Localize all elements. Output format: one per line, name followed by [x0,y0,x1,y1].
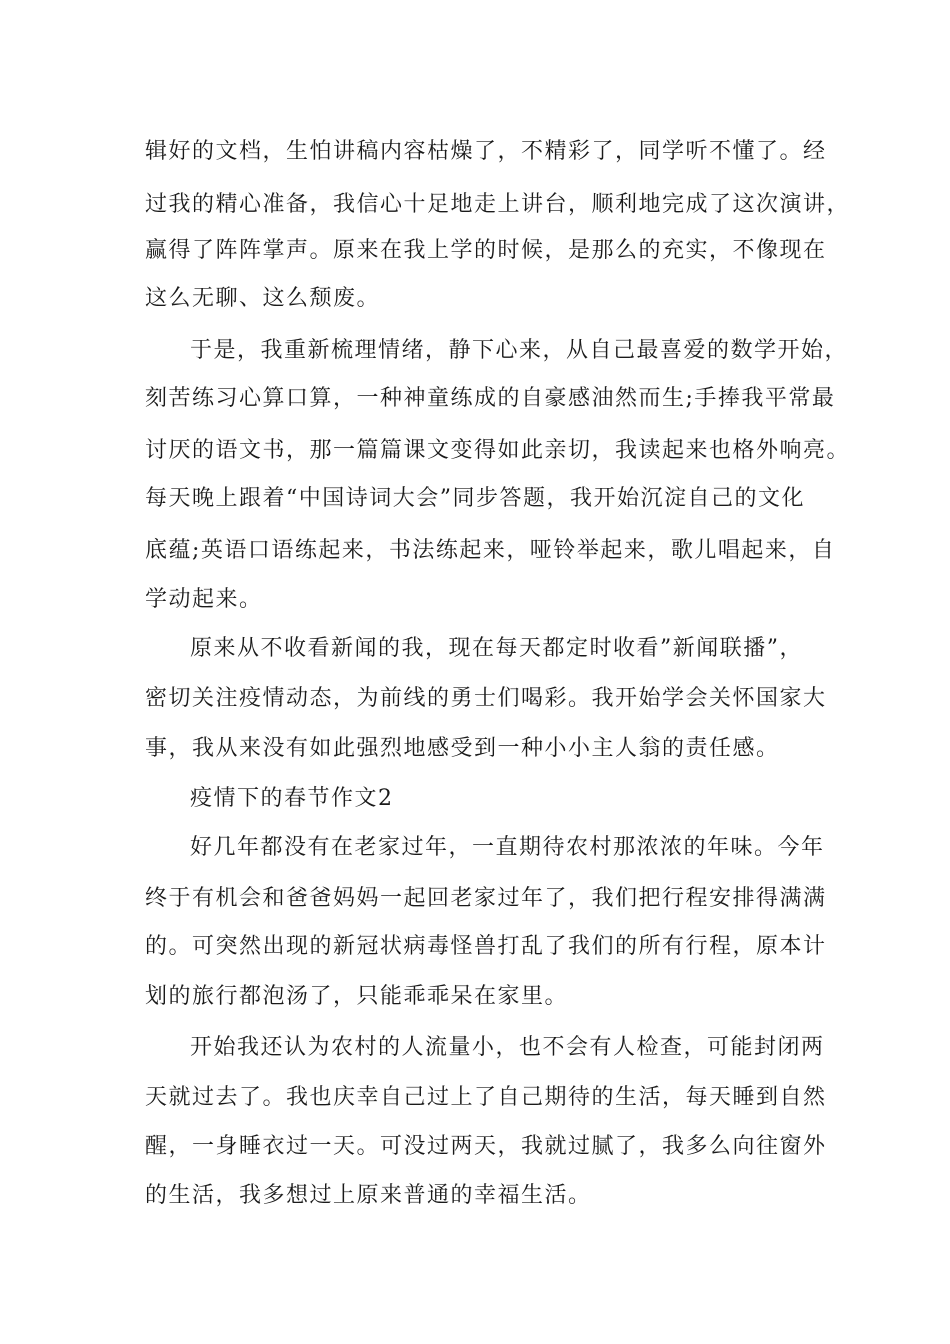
paragraph-start-line: 开始我还认为农村的人流量小，也不会有人检查，可能封闭两 [190,1035,825,1060]
text-line: 底蕴;英语口语练起来，书法练起来，哑铃举起来，歌儿唱起来，自 [145,538,836,563]
paragraph-start-line: 于是，我重新梳理情绪，静下心来，从自己最喜爱的数学开始， [190,338,849,363]
text-line: 的。可突然出现的新冠状病毒怪兽打乱了我们的所有行程，原本计 [145,934,827,959]
text-line: 事，我从来没有如此强烈地感受到一种小小主人翁的责任感。 [145,736,780,761]
text-line: 每天晚上跟着“中国诗词大会”同步答题，我开始沉淀自己的文化 [145,486,805,511]
text-line: 辑好的文档，生怕讲稿内容枯燥了，不精彩了，同学听不懂了。经 [145,139,827,164]
text-line: 密切关注疫情动态，为前线的勇士们喝彩。我开始学会关怀国家大 [145,686,827,711]
text-line: 的生活，我多想过上原来普通的幸福生活。 [145,1183,592,1208]
text-line: 讨厌的语文书，那一篇篇课文变得如此亲切，我读起来也格外响亮。 [145,438,851,463]
text-line: 划的旅行都泡汤了，只能乖乖呆在家里。 [145,984,569,1009]
text-line: 这么无聊、这么颓废。 [145,286,381,311]
paragraph-start-line: 好几年都没有在老家过年，一直期待农村那浓浓的年味。今年 [190,835,825,860]
paragraph-start-line: 原来从不收看新闻的我，现在每天都定时收看”新闻联播”， [190,636,803,661]
text-line: 赢得了阵阵掌声。原来在我上学的时候，是那么的充实，不像现在 [145,238,827,263]
text-line: 天就过去了。我也庆幸自己过上了自己期待的生活，每天睡到自然 [145,1085,827,1110]
text-line: 终于有机会和爸爸妈妈一起回老家过年了，我们把行程安排得满满 [145,886,827,911]
text-line: 学动起来。 [145,587,263,612]
text-line: 过我的精心准备，我信心十足地走上讲台，顺利地完成了这次演讲， [145,192,851,217]
text-line: 刻苦练习心算口算，一种神童练成的自豪感油然而生;手捧我平常最 [145,386,836,411]
text-line: 醒，一身睡衣过一天。可没过两天，我就过腻了，我多么向往窗外 [145,1134,827,1159]
essay-heading: 疫情下的春节作文2 [190,786,394,811]
